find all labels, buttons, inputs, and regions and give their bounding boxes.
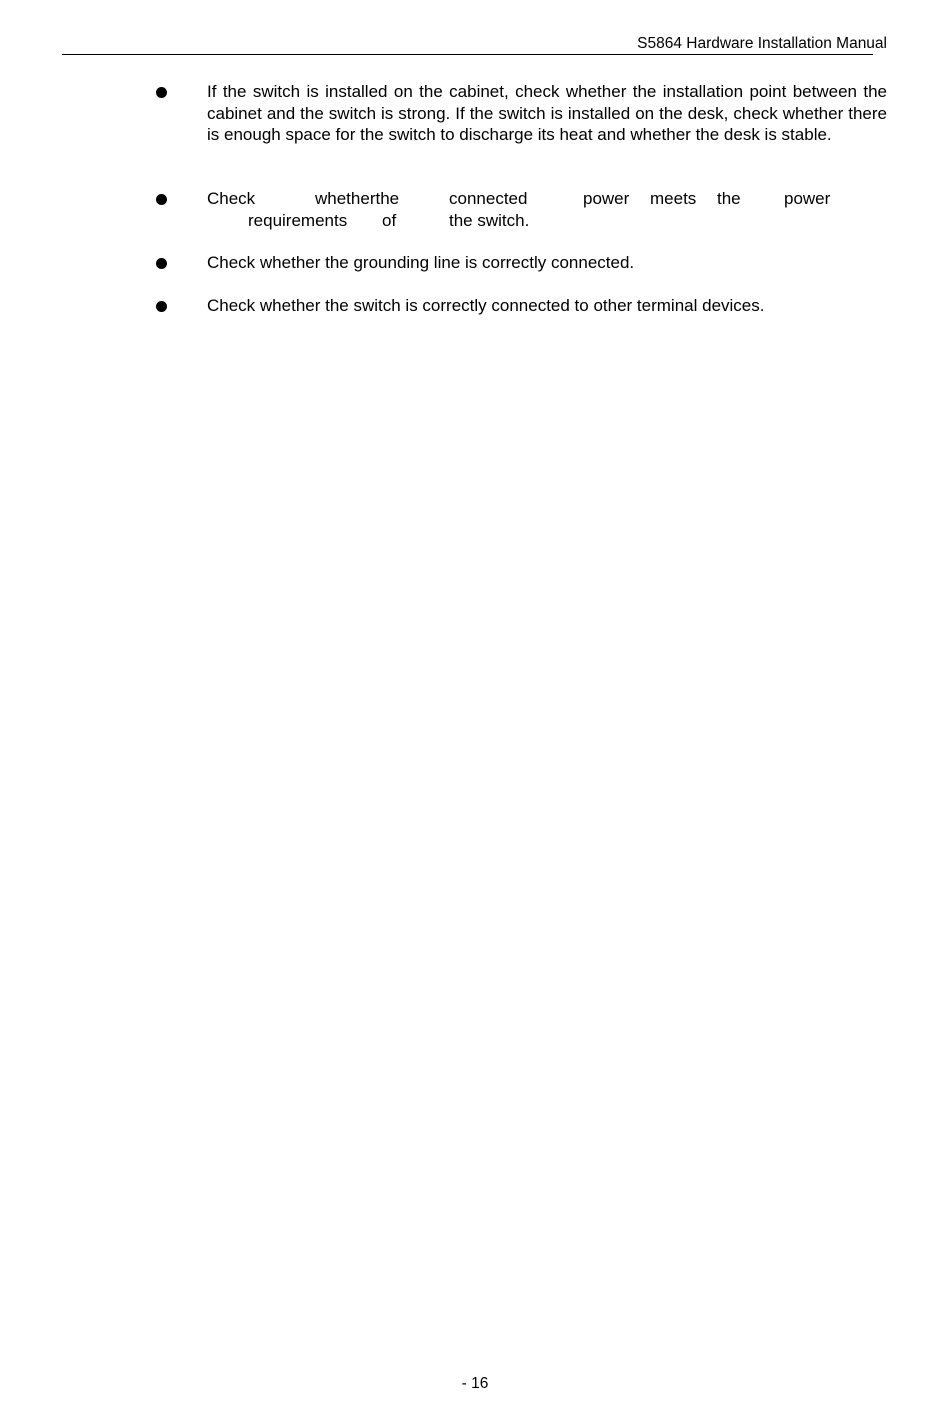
bullet-dot-icon [156, 194, 167, 205]
bullet-item-power-check [207, 188, 887, 231]
word: meets [650, 189, 697, 208]
bullet-text: Check whether the grounding line is correctly connected. [207, 253, 635, 272]
word: whetherthe [315, 189, 400, 208]
word: requirements [248, 210, 348, 230]
bullet-text: Check whether the switch is correctly connected to other terminal devices. [207, 296, 765, 315]
word: Check [207, 189, 256, 208]
word: connected [449, 189, 528, 208]
bullet-dot-icon [156, 258, 167, 269]
bullet-line [207, 210, 887, 232]
word: the [717, 189, 741, 208]
bullet-text: If the switch is installed on the cabinet, check whether the installation point between the cabinet and the switch is strong. If the switch is installed on the desk, check whether there is enough space for the switch to discharge its heat and whether the desk is stable. [207, 82, 887, 144]
bullet-line [207, 188, 887, 210]
bullet-item-grounding-check [207, 252, 887, 274]
bullet-dot-icon [156, 87, 167, 98]
word: power [583, 189, 630, 208]
page-number: - 16 [461, 1375, 489, 1392]
header-title: S5864 Hardware Installation Manual [637, 35, 887, 52]
bullet-dot-icon [156, 301, 167, 312]
word: power [784, 189, 831, 208]
word: the switch. [449, 210, 530, 230]
word: of [382, 210, 397, 230]
bullet-item-terminal-check [207, 295, 887, 317]
bullet-item-cabinet-check [207, 81, 887, 146]
header-rule [62, 54, 873, 55]
